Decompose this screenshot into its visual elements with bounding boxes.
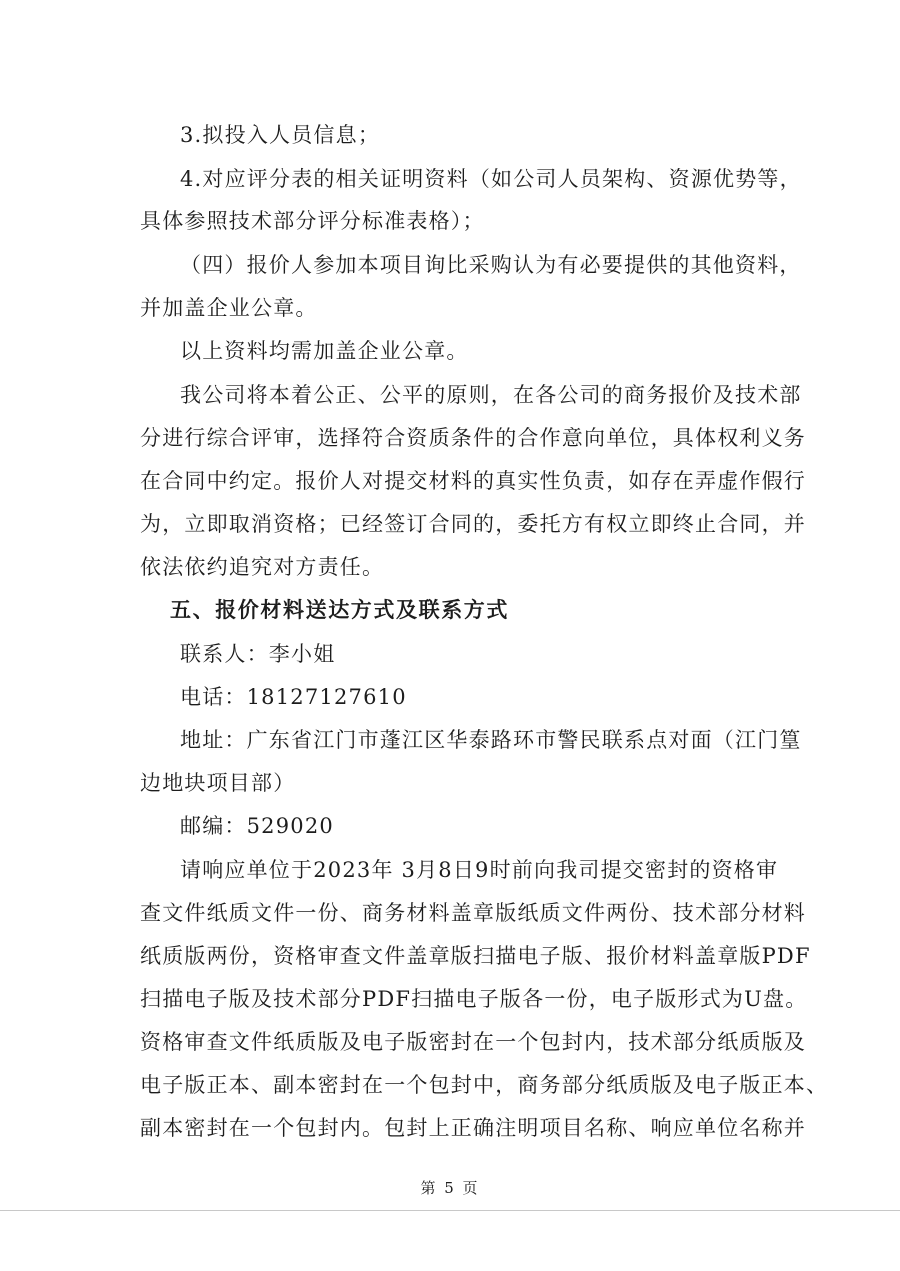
list-item-4-continued: 具体参照技术部分评分标准表格）； <box>140 209 485 233</box>
seal-note: 以上资料均需加盖企业公章。 <box>180 339 469 363</box>
list-item-3: 3.拟投入人员信息； <box>180 123 381 147</box>
contact-postcode: 邮编：529020 <box>180 814 334 838</box>
submission-paragraph-line-4: 扫描电子版及技术部分PDF扫描电子版各一份，电子版形式为U盘。 <box>140 987 808 1011</box>
contact-phone: 电话：18127127610 <box>180 685 407 709</box>
page-number: 第 5 页 <box>420 1179 480 1197</box>
section-five-heading: 五、报价材料送达方式及联系方式 <box>170 597 509 622</box>
evaluation-paragraph-line-2: 分进行综合评审，选择符合资质条件的合作意向单位，具体权利义务 <box>140 426 806 450</box>
submission-paragraph-line-6: 电子版正本、副本密封在一个包封中，商务部分纸质版及电子版正本、 <box>140 1073 829 1097</box>
evaluation-paragraph-line-3: 在合同中约定。报价人对提交材料的真实性负责，如存在弄虚作假行 <box>140 469 806 493</box>
footer-divider <box>0 1210 900 1211</box>
evaluation-paragraph-line-4: 为，立即取消资格；已经签订合同的，委托方有权立即终止合同，并 <box>140 512 806 536</box>
contact-person: 联系人：李小姐 <box>180 642 336 666</box>
submission-paragraph-line-5: 资格审查文件纸质版及电子版密封在一个包封内，技术部分纸质版及 <box>140 1030 806 1054</box>
submission-paragraph-line-2: 查文件纸质文件一份、商务材料盖章版纸质文件两份、技术部分材料 <box>140 901 806 925</box>
submission-paragraph-line-3: 纸质版两份，资格审查文件盖章版扫描电子版、报价材料盖章版PDF <box>140 944 811 968</box>
contact-address-continued: 边地块项目部） <box>140 771 296 795</box>
evaluation-paragraph-line-5: 依法依约追究对方责任。 <box>140 555 385 579</box>
contact-address: 地址：广东省江门市蓬江区华泰路环市警民联系点对面（江门篁 <box>180 728 802 752</box>
submission-paragraph-line-1: 请响应单位于2023年 3月8日9时前向我司提交密封的资格审 <box>180 858 779 882</box>
submission-paragraph-line-7: 副本密封在一个包封内。包封上正确注明项目名称、响应单位名称并 <box>140 1116 806 1140</box>
section-four-paragraph: （四）报价人参加本项目询比采购认为有必要提供的其他资料， <box>180 253 802 277</box>
list-item-4: 4.对应评分表的相关证明资料（如公司人员架构、资源优势等， <box>180 167 802 191</box>
section-four-paragraph-continued: 并加盖企业公章。 <box>140 296 318 320</box>
evaluation-paragraph-line-1: 我公司将本着公正、公平的原则，在各公司的商务报价及技术部 <box>180 383 802 407</box>
